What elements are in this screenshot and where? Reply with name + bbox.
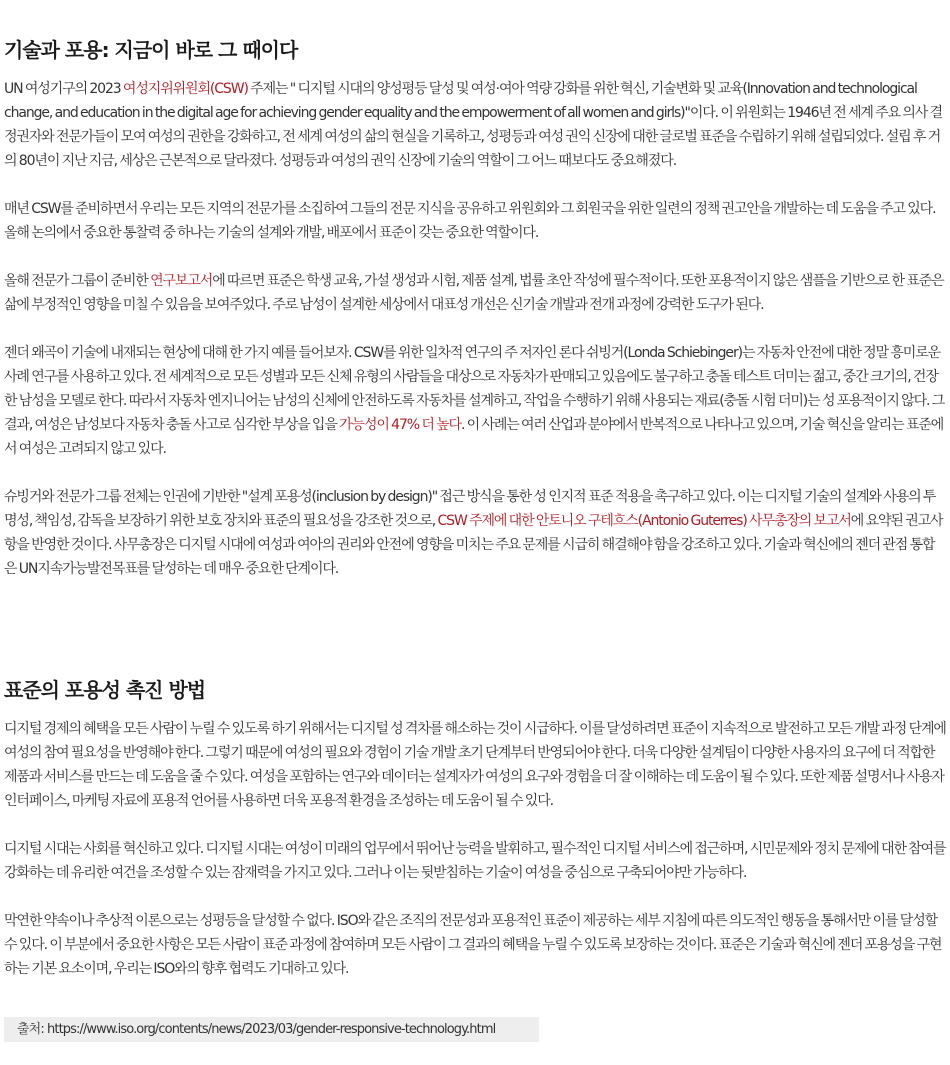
section-heading-promote-inclusion: 표준의 포용성 촉진 방법 (4, 678, 206, 702)
paragraph-text: 슈빙거와 전문가 그룹 전체는 인권에 기반한 "설계 포용성(inclusion by design)" 접근 방식을 통한 성 인지적 표준 적용을 촉구하고 있다. 이는 디지털 기술의 설계와 사용의 투명성, 책임성, 감독을 보장하기 위한 보호 장치와 표준의 필요성을 강조한 것으로, (4, 489, 936, 529)
source-label: 출처: (17, 1022, 44, 1037)
paragraph-text: 젠더 왜곡이 기술에 내재되는 현상에 대해 한 가지 예를 들어보자. CSW를 위한 일차적 연구의 주 저자인 론다 쉬빙거(Londa Schiebinger)는 자동차 안전에 대한 정말 흥미로운 사례 연구를 사용하고 있다. 전 세계적으로 모든 성별과 모든 신체 유형의 사람들을 대상으로 자동차가 판매되고 있음에도 불구하고 충돌 테스트 더미는 젊고, 중간 크기의, 건장한 남성을 모델로 한다. 따라서 자동차 엔지니어는 남성의 신체에 안전하도록 자동차를 설계하고, 작업을 수행하기 위해 사용되는 재료(충돌 시험 더미)는 성 포용적이지 않다. 그 결과, 여성은 남성보다 자동차 충돌 사고로 심각한 부상을 입을 (4, 345, 945, 433)
injury-statistic-link[interactable]: 가능성이 47% 더 높다 (339, 417, 461, 433)
section-heading-tech-inclusion: 기술과 포용: 지금이 바로 그 때이다 (4, 38, 298, 62)
paragraph-iso-cooperation: 막연한 약속이나 추상적 이론으로는 성평등을 달성할 수 없다. ISO와 같은 조직의 전문성과 포용적인 표준이 제공하는 세부 지침에 따른 의도적인 행동을 통해서만 이를 달성할 수 있다. 이 부분에서 중요한 사항은 모든 사람이 표준 과정에 참여하며 모든 사람이 그 결과의 혜택을 누릴 수 있도록 보장하는 것이다. 표준은 기술과 혁신에 젠더 포용성을 구현하는 기본 요소이며, 우리는 ISO와의 향후 협력도 기대하고 있다. (4, 913, 942, 977)
paragraph-csw-preparation: 매년 CSW를 준비하면서 우리는 모든 지역의 전문가를 소집하여 그들의 전문 지식을 공유하고 위원회와 그 회원국을 위한 일련의 정책 권고안을 개발하는 데 도움을 주고 있다. 올해 논의에서 중요한 통찰력 중 하나는 기술의 설계와 개발, 배포에서 표준이 갖는 중요한 역할이다. (4, 201, 936, 241)
paragraph-text: 에 따르면 표준은 학생 교육, 가설 생성과 시험, 제품 설계, 법률 초안 작성에 필수적이다. 또한 포용적이지 않은 샘플을 기반으로 한 표준은 삶에 부정적인 영향을 미칠 수 있음을 보여주었다. 주로 남성이 설계한 세상에서 대표성 개선은 신기술 개발과 전개 과정에 강력한 도구가 된다. (4, 273, 944, 313)
source-url[interactable]: https://www.iso.org/contents/news/2023/03/gender-responsive-technology.html (47, 1022, 496, 1037)
paragraph-csw-theme (4, 77, 946, 173)
research-report-link[interactable]: 연구보고서 (150, 273, 213, 289)
paragraph-text: 에 요약된 권고사항을 반영한 것이다. 사무총장은 디지털 시대에 여성과 여아의 권리와 안전에 영향을 미치는 주요 문제를 시급히 해결해야 함을 강조하고 있다. 기술과 혁신에의 젠더 관점 통합은 UN지속가능발전목표를 달성하는 데 매우 중요한 단계이다. (4, 513, 943, 577)
paragraph-text: 주제는 " 디지털 시대의 양성평등 달성 및 여성·여아 역량 강화를 위한 혁신, 기술변화 및 교육(Innovation and technological change, and education in the digital age for achieving gender equality and the empowerment of all women and girls)"이다. 이 위원회는 1946년 전 세계 주요 의사 결정권자와 전문가들이 모여 여성의 권한을 강화하고, 전 세계 여성의 삶의 현실을 기록하고, 성평등과 여성 권익 신장에 대한 글로벌 표준을 수립하기 위해 설립되었다. 설립 후 거의 80년이 지난 지금, 세상은 근본적으로 달라졌다. 성평등과 여성의 권익 신장에 기술의 역할이 그 어느 때보다도 중요해졌다. (4, 81, 942, 169)
paragraph-text: . 이 사례는 여러 산업과 분야에서 반복적으로 나타나고 있으며, 기술 혁신을 알리는 표준에서 여성은 고려되지 않고 있다. (4, 417, 944, 457)
paragraph-digital-era: 디지털 시대는 사회를 혁신하고 있다. 디지털 시대는 여성이 미래의 업무에서 뛰어난 능력을 발휘하고, 필수적인 디지털 서비스에 접근하며, 시민문제와 정치 문제에 대한 참여를 강화하는 데 유리한 여건을 조성할 수 있는 잠재력을 가지고 있다. 그러나 이는 뒷받침하는 기술이 여성을 중심으로 구축되어야만 가능하다. (4, 841, 946, 881)
csw-link[interactable]: 여성지위위원회(CSW) (122, 81, 248, 97)
paragraph-text: UN 여성기구의 2023 (4, 81, 123, 97)
source-citation (4, 1017, 539, 1042)
section-promote-inclusion-body (4, 717, 946, 1005)
secretary-general-report-link[interactable]: CSW 주제에 대한 안토니오 구테흐스(Antonio Guterres) 사무총장의 보고서 (437, 513, 851, 529)
paragraph-inclusion-by-design (4, 485, 946, 581)
paragraph-crash-test-example (4, 341, 946, 461)
paragraph-text: 올해 전문가 그룹이 준비한 (4, 273, 151, 289)
section-tech-inclusion-body (4, 77, 946, 605)
paragraph-research-report (4, 269, 946, 317)
paragraph-digital-gap: 디지털 경제의 혜택을 모든 사람이 누릴 수 있도록 하기 위해서는 디지털 성 격차를 해소하는 것이 시급하다. 이를 달성하려면 표준이 지속적으로 발전하고 모든 개발 과정 단계에 여성의 참여 필요성을 반영해야 한다. 그렇기 때문에 여성의 필요와 경험이 기술 개발 초기 단계부터 반영되어야 한다. 더욱 다양한 설계팀이 다양한 사용자의 요구에 더 적합한 제품과 서비스를 만드는 데 도움을 줄 수 있다. 여성을 포함하는 연구와 데이터는 설계자가 여성의 요구와 경험을 더 잘 이해하는 데 도움이 될 수 있다. 또한 제품 설명서나 사용자 인터페이스, 마케팅 자료에 포용적 언어를 사용하면 더욱 포용적 환경을 조성하는 데 도움이 될 수 있다. (4, 721, 946, 809)
